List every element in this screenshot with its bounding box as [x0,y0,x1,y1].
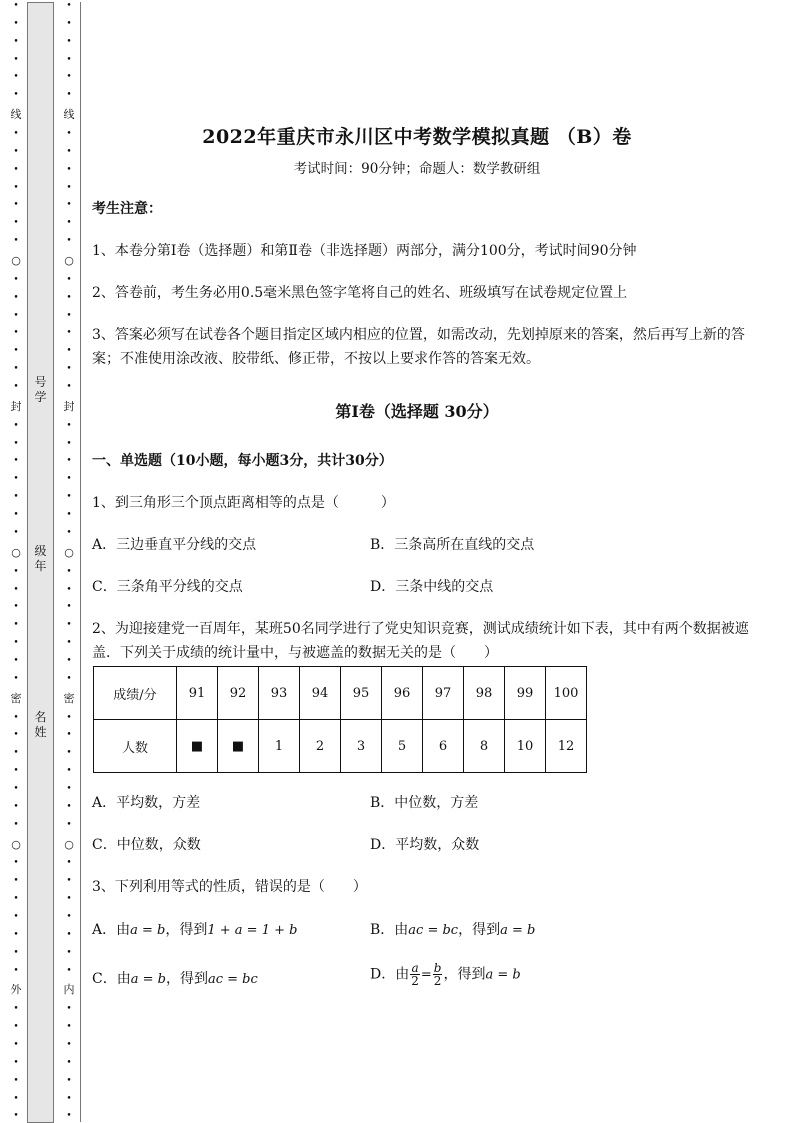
binding-dot: • [66,129,72,140]
binding-dot: • [13,510,19,521]
q1-option-d[interactable]: D．三条中线的交点 [370,579,494,595]
exam-subtitle: 考试时间：90分钟；命题人：数学教研组 [293,161,541,177]
math-expr: ac = bc [408,923,459,938]
binding-dot: • [13,292,19,303]
binding-dot: • [13,566,19,577]
binding-dot: • [13,1093,19,1104]
binding-dot: • [13,819,19,830]
binding-dot: • [13,527,19,538]
binding-line [80,2,81,1122]
binding-dot: • [66,438,72,449]
binding-dot: • [66,1004,72,1015]
notice-item-2: 2、答卷前，考生务必用0.5毫米黑色签字笔将自己的姓名、班级填写在试卷规定位置上 [92,285,628,301]
binding-dot: • [66,1,72,11]
binding-mark: 密 [10,691,22,705]
binding-dot: • [66,72,72,83]
fraction-b-over-2: $\frac{b}{2}$ [433,961,442,988]
binding-dot: • [66,748,72,759]
binding-dot: • [13,328,19,339]
binding-dot: • [13,364,19,375]
binding-dot: • [13,673,19,684]
math-expr: a = b [130,923,166,938]
binding-mark: 线 [63,108,75,122]
binding-dot: • [66,274,72,285]
q3-option-d[interactable]: D．由 $\frac{a}{2}$ = $\frac{b}{2}$ ，得到a = b [370,961,521,988]
math-expr: a = b [500,923,536,938]
binding-dot: • [13,858,19,869]
binding-dot: • [66,420,72,431]
binding-dot: • [66,310,72,321]
binding-dot: • [66,364,72,375]
binding-dot: • [66,90,72,101]
binding-dot: • [66,474,72,485]
binding-dot: • [13,72,19,83]
binding-dot: • [13,929,19,940]
binding-dot: • [66,929,72,940]
notice-item-1: 1、本卷分第I卷（选择题）和第Ⅱ卷（非选择题）两部分，满分100分，考试时间90分钟 [92,243,637,259]
math-expr: a = b [485,967,521,983]
binding-strip-outer [3,2,29,1122]
binding-dot: • [66,146,72,157]
binding-dot: • [66,712,72,723]
table-row [94,720,587,773]
binding-dot: • [13,748,19,759]
binding-dot: • [13,274,19,285]
binding-dot: • [13,129,19,140]
q1-option-a[interactable]: A．三边垂直平分线的交点 [92,537,257,553]
binding-marks [56,2,82,1122]
count-cell: 12 [546,720,587,773]
score-cell: 100 [546,667,587,720]
binding-dot: • [66,801,72,812]
binding-marks [3,2,29,1122]
binding-dot: • [13,420,19,431]
binding-dot: • [66,947,72,958]
binding-mark: ○ [11,837,21,851]
binding-dot: • [66,54,72,65]
binding-dot: • [13,54,19,65]
student-id-label: 号 学 [34,375,47,404]
binding-dot: • [66,894,72,905]
count-cell-hidden: ■ [218,720,259,773]
binding-dot: • [13,894,19,905]
binding-dot: • [13,1022,19,1033]
binding-dot: • [66,527,72,538]
binding-dot: • [66,492,72,503]
q3-stem: 3、下列利用等式的性质，错误的是（ ） [92,879,367,895]
binding-dot: • [66,218,72,229]
binding-mark: ○ [11,254,21,268]
binding-mark: 密 [63,691,75,705]
binding-dot: • [13,236,19,247]
binding-dot: • [66,673,72,684]
count-cell: 6 [423,720,464,773]
binding-dot: • [66,328,72,339]
binding-dot: • [66,783,72,794]
binding-dot: • [13,620,19,631]
binding-dot: • [66,236,72,247]
binding-dot: • [66,1039,72,1050]
binding-dot: • [66,584,72,595]
binding-dot: • [13,801,19,812]
binding-dot: • [66,382,72,393]
binding-mark: ○ [64,837,74,851]
binding-dot: • [13,1075,19,1086]
count-cell: 8 [464,720,505,773]
binding-dot: • [13,164,19,175]
score-cell: 91 [177,667,218,720]
count-cell: 5 [382,720,423,773]
binding-dot: • [13,965,19,976]
binding-dot: • [66,510,72,521]
grade-label: 级 年 [34,544,47,573]
binding-dot: • [13,712,19,723]
binding-dot: • [66,620,72,631]
binding-dot: • [66,858,72,869]
score-cell: 99 [505,667,546,720]
binding-dot: • [13,1,19,11]
binding-dot: • [13,1111,19,1122]
name-label: 名 姓 [34,710,47,739]
binding-dot: • [13,947,19,958]
q3-option-c[interactable]: C．由a = b，得到ac = bc [92,971,258,987]
table-header-score: 成绩/分 [94,667,177,720]
count-cell: 1 [259,720,300,773]
binding-mark: 线 [10,108,22,122]
binding-dot: • [13,310,19,321]
binding-dot: • [13,1057,19,1068]
binding-dot: • [66,911,72,922]
q1-option-c[interactable]: C．三条角平分线的交点 [92,579,243,595]
exam-title: 2022年重庆市永川区中考数学模拟真题 （B）卷 [202,126,632,148]
count-cell: 2 [300,720,341,773]
binding-dot: • [13,638,19,649]
binding-dot: • [13,730,19,741]
q3-option-b[interactable]: B．由ac = bc，得到a = b [370,922,536,938]
q2-option-d[interactable]: D．平均数，众数 [370,837,480,853]
math-expr: 1 + a = 1 + b [207,923,298,938]
score-table [93,666,587,773]
binding-dot: • [66,292,72,303]
binding-dot: • [66,819,72,830]
fraction-a-over-2: $\frac{a}{2}$ [411,961,419,988]
binding-dot: • [13,18,19,29]
binding-dot: • [66,456,72,467]
binding-dot: • [13,438,19,449]
score-cell: 94 [300,667,341,720]
binding-mark: ○ [11,545,21,559]
binding-dot: • [13,346,19,357]
binding-dot: • [13,584,19,595]
score-cell: 93 [259,667,300,720]
binding-dot: • [66,602,72,613]
binding-dot: • [66,200,72,211]
binding-dot: • [13,876,19,887]
binding-dot: • [66,766,72,777]
binding-dot: • [66,876,72,887]
q2-option-b[interactable]: B．中位数，方差 [370,795,479,811]
count-cell-hidden: ■ [177,720,218,773]
binding-dot: • [66,1093,72,1104]
binding-dot: • [66,655,72,666]
binding-dot: • [13,783,19,794]
binding-dot: • [66,36,72,47]
q2-stem: 2、为迎接建党一百周年，某班50名同学进行了党史知识竞赛，测试成绩统计如下表，其中有两个数据被遮盖．下列关于成绩的统计量中，与被遮盖的数据无关的是（ ） [92,621,749,661]
binding-dot: • [66,182,72,193]
binding-dot: • [66,1022,72,1033]
binding-dot: • [13,90,19,101]
binding-dot: • [13,655,19,666]
binding-dot: • [66,965,72,976]
binding-dot: • [13,911,19,922]
table-row [94,667,587,720]
q1-option-b[interactable]: B．三条高所在直线的交点 [370,537,535,553]
count-cell: 10 [505,720,546,773]
score-cell: 96 [382,667,423,720]
score-cell: 95 [341,667,382,720]
notice-heading: 考生注意： [92,201,162,217]
q3-option-a[interactable]: A．由a = b，得到1 + a = 1 + b [92,922,298,938]
binding-dot: • [66,1111,72,1122]
binding-dot: • [66,346,72,357]
score-cell: 92 [218,667,259,720]
binding-dot: • [66,730,72,741]
binding-dot: • [13,218,19,229]
binding-mark: 外 [10,983,22,997]
binding-mark: 内 [63,983,75,997]
binding-mark: 封 [63,399,75,413]
binding-dot: • [13,474,19,485]
math-expr: ac = bc [207,972,258,987]
q2-option-c[interactable]: C．中位数，众数 [92,837,201,853]
binding-dot: • [66,566,72,577]
binding-dot: • [13,182,19,193]
q1-stem: 1、到三角形三个顶点距离相等的点是（ ） [92,495,395,511]
math-expr: a = b [130,972,166,987]
notice-item-3: 3、答案必须写在试卷各个题目指定区域内相应的位置，如需改动，先划掉原来的答案，然后再写上新的答案；不准使用涂改液、胶带纸、修正带，不按以上要求作答的答案无效。 [92,327,745,367]
binding-mark: 封 [10,399,22,413]
binding-dot: • [13,492,19,503]
binding-dot: • [13,146,19,157]
score-cell: 98 [464,667,505,720]
count-cell: 3 [341,720,382,773]
binding-mark: ○ [64,545,74,559]
binding-dot: • [13,1004,19,1015]
binding-dot: • [13,36,19,47]
part1-title: 第I卷（选择题 30分） [335,402,499,421]
binding-dot: • [66,638,72,649]
section-heading: 一、单选题（10小题，每小题3分，共计30分） [92,453,393,469]
binding-dot: • [13,766,19,777]
binding-strip-inner [56,2,82,1122]
score-cell: 97 [423,667,464,720]
binding-dot: • [66,18,72,29]
q2-option-a[interactable]: A．平均数，方差 [92,795,201,811]
binding-dot: • [13,1039,19,1050]
binding-dot: • [66,1075,72,1086]
binding-dot: • [13,456,19,467]
binding-mark: ○ [64,254,74,268]
binding-dot: • [13,602,19,613]
binding-dot: • [66,164,72,175]
table-header-count: 人数 [94,720,177,773]
binding-dot: • [13,382,19,393]
student-info-band [27,2,54,1123]
binding-dot: • [13,200,19,211]
binding-dot: • [66,1057,72,1068]
